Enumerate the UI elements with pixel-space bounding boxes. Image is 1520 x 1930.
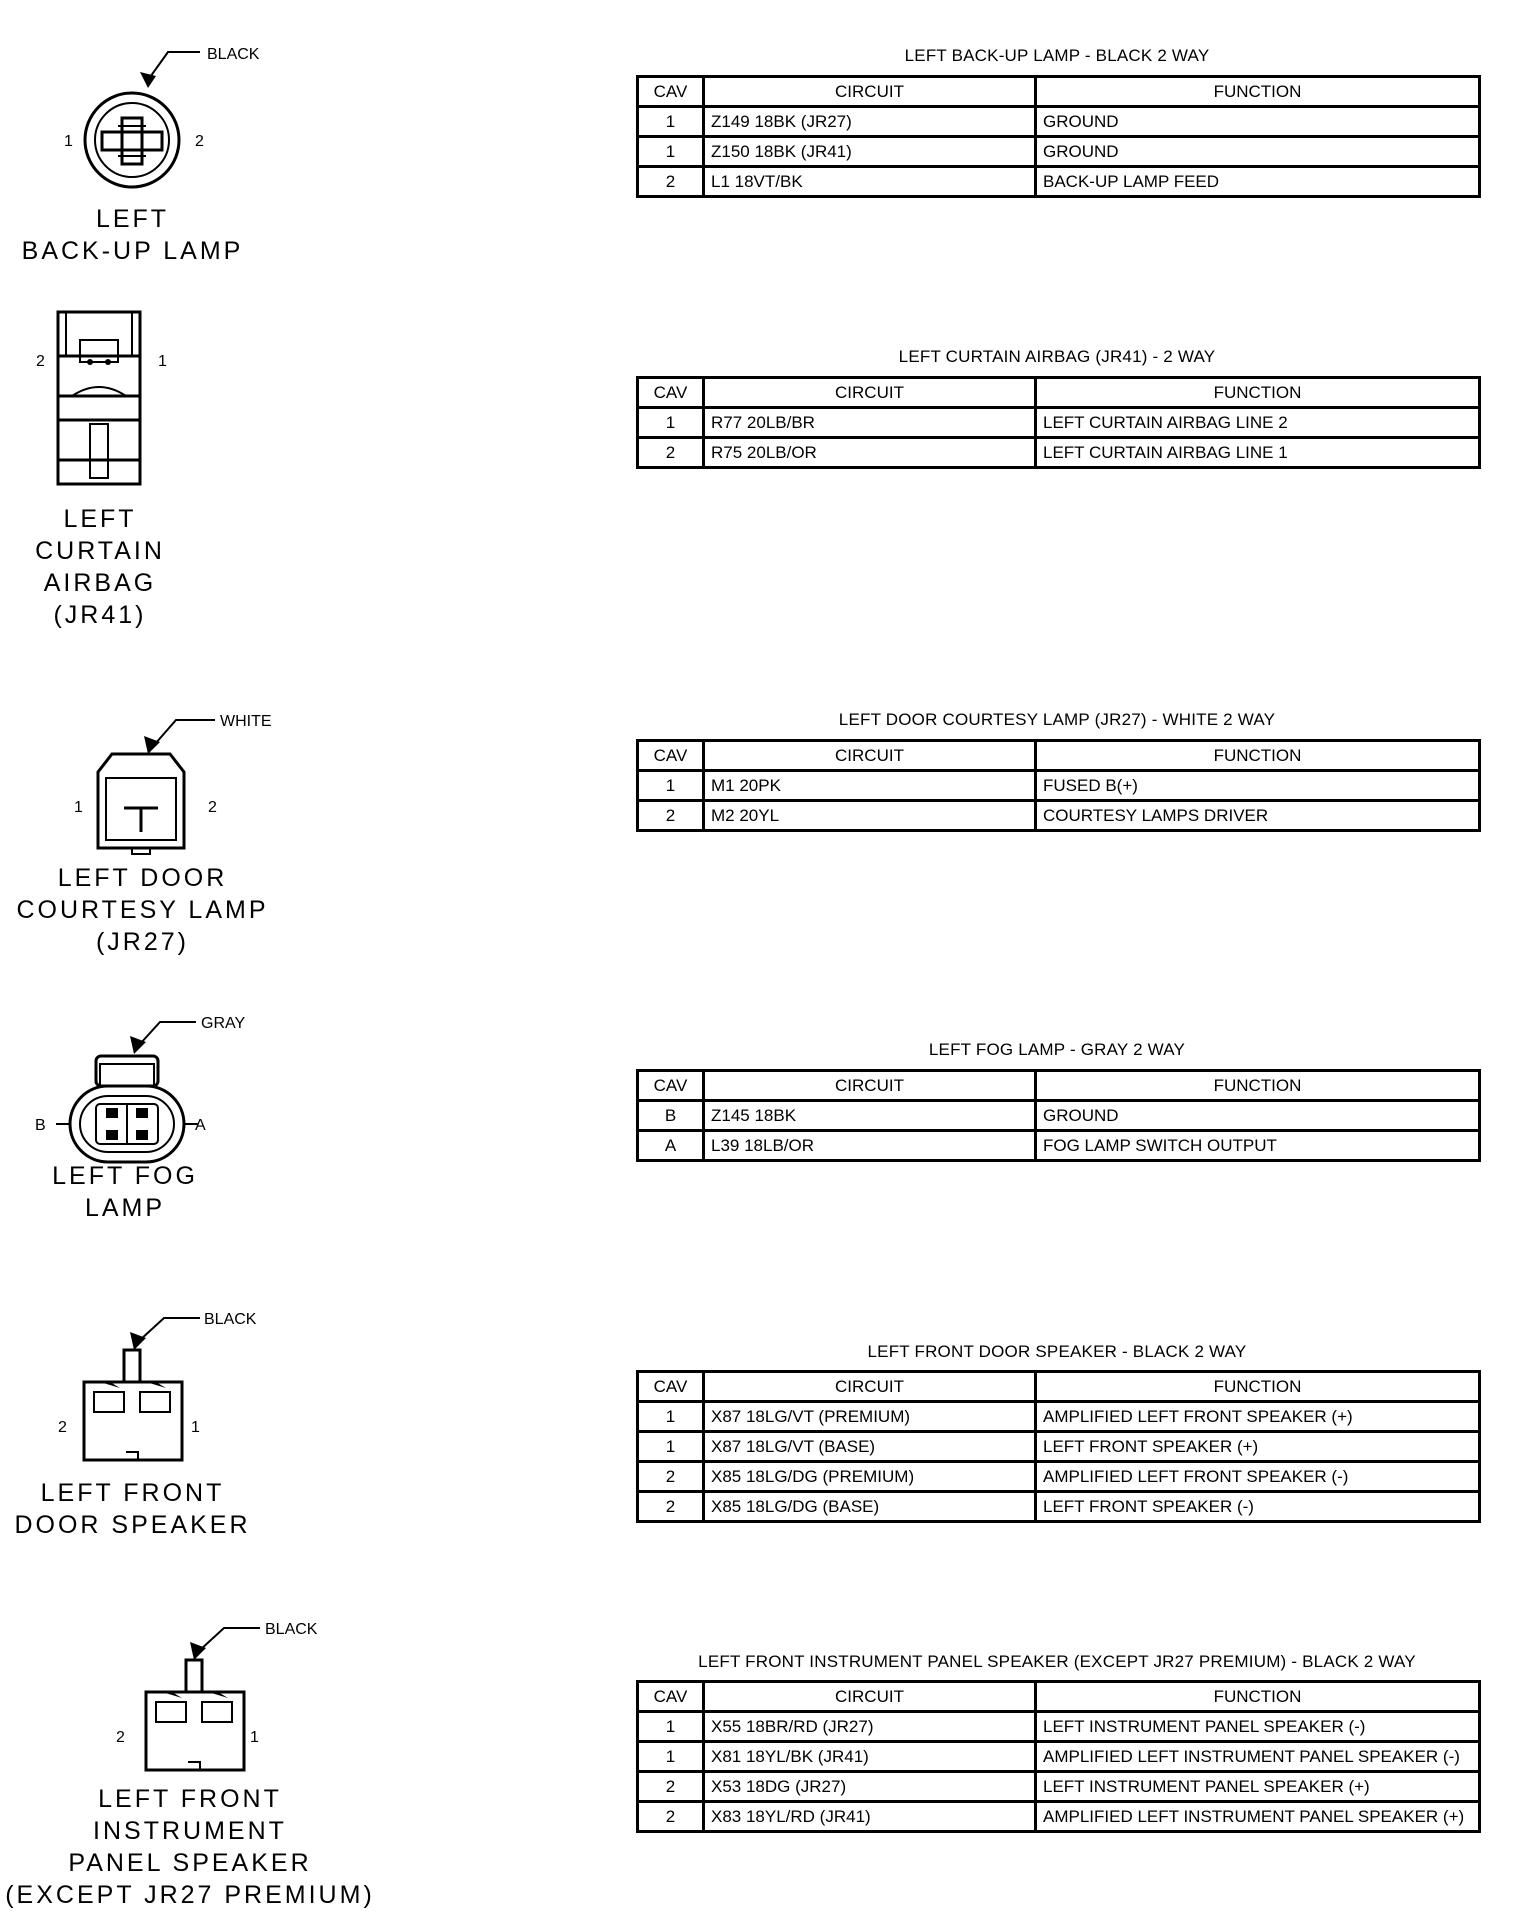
table-row — [638, 1402, 1480, 1432]
table-header-row — [638, 77, 1480, 107]
circuit-header: CIRCUIT — [704, 77, 1036, 107]
connector-name-line: (EXCEPT JR27 PREMIUM) — [5, 1881, 375, 1909]
door-speaker-connector-drawing — [0, 1300, 640, 1480]
door-speaker-table-title: LEFT FRONT DOOR SPEAKER - BLACK 2 WAY — [867, 1342, 1247, 1361]
table-row — [638, 107, 1480, 137]
circuit-cell: X87 18LG/VT (BASE) — [704, 1432, 1036, 1462]
door-speaker-connector-name — [0, 1477, 265, 1541]
ip-speaker-connector-name — [0, 1783, 380, 1911]
table-header-row — [638, 1372, 1480, 1402]
cav-cell: 2 — [638, 167, 704, 197]
fog-lamp-pinout-table — [636, 1069, 1481, 1162]
circuit-cell: X83 18YL/RD (JR41) — [704, 1802, 1036, 1832]
connector-name-line: COURTESY LAMP — [16, 896, 269, 924]
function-cell: GROUND — [1036, 137, 1480, 167]
courtesy-lamp-color-label: WHITE — [220, 713, 272, 730]
function-header: FUNCTION — [1036, 77, 1480, 107]
connector-name-line: LEFT — [63, 505, 137, 533]
fog-lamp-color-label: GRAY — [201, 1015, 246, 1032]
cav-cell: 2 — [638, 438, 704, 468]
circuit-header: CIRCUIT — [704, 1071, 1036, 1101]
door-speaker-pin-left: 2 — [58, 1419, 67, 1436]
cav-cell: A — [638, 1131, 704, 1161]
connector-name-line: BACK-UP LAMP — [21, 237, 244, 265]
curtain-airbag-pinout-table — [636, 376, 1481, 469]
table-row — [638, 408, 1480, 438]
table-row — [638, 1131, 1480, 1161]
cav-header: CAV — [638, 378, 704, 408]
connector-name-line: LEFT FRONT — [98, 1785, 282, 1813]
curtain-airbag-pin-right: 1 — [158, 353, 167, 370]
circuit-cell: M1 20PK — [704, 771, 1036, 801]
function-cell: COURTESY LAMPS DRIVER — [1036, 801, 1480, 831]
function-cell: BACK-UP LAMP FEED — [1036, 167, 1480, 197]
table-row — [638, 1712, 1480, 1742]
circuit-cell: R77 20LB/BR — [704, 408, 1036, 438]
table-row — [638, 1101, 1480, 1131]
cav-cell: 1 — [638, 107, 704, 137]
function-cell: AMPLIFIED LEFT INSTRUMENT PANEL SPEAKER (+) — [1036, 1802, 1480, 1832]
circuit-cell: Z149 18BK (JR27) — [704, 107, 1036, 137]
function-header: FUNCTION — [1036, 741, 1480, 771]
function-header: FUNCTION — [1036, 1682, 1480, 1712]
back-up-lamp-pin-right: 2 — [195, 133, 204, 150]
function-header: FUNCTION — [1036, 378, 1480, 408]
courtesy-lamp-connector-drawing — [0, 700, 640, 860]
fog-lamp-connector-drawing — [0, 1000, 640, 1180]
circuit-cell: X53 18DG (JR27) — [704, 1772, 1036, 1802]
cav-cell: B — [638, 1101, 704, 1131]
ip-speaker-color-label: BLACK — [265, 1621, 318, 1638]
circuit-cell: X81 18YL/BK (JR41) — [704, 1742, 1036, 1772]
connector-name-line: LEFT — [95, 205, 170, 233]
cav-cell: 2 — [638, 1462, 704, 1492]
ip-speaker-connector-drawing — [0, 1610, 640, 1780]
courtesy-lamp-table-title: LEFT DOOR COURTESY LAMP (JR27) - WHITE 2 WAY — [838, 710, 1276, 729]
circuit-header: CIRCUIT — [704, 741, 1036, 771]
table-header-row — [638, 378, 1480, 408]
table-row — [638, 1462, 1480, 1492]
table-header-row — [638, 1682, 1480, 1712]
cav-header: CAV — [638, 1372, 704, 1402]
cav-cell: 1 — [638, 408, 704, 438]
function-cell: LEFT CURTAIN AIRBAG LINE 1 — [1036, 438, 1480, 468]
curtain-airbag-connector-name — [0, 503, 200, 631]
courtesy-lamp-pin-right: 2 — [208, 799, 217, 816]
function-cell: FUSED B(+) — [1036, 771, 1480, 801]
table-row — [638, 137, 1480, 167]
function-cell: LEFT INSTRUMENT PANEL SPEAKER (+) — [1036, 1772, 1480, 1802]
cav-cell: 2 — [638, 1802, 704, 1832]
circuit-cell: L1 18VT/BK — [704, 167, 1036, 197]
circuit-cell: X87 18LG/VT (PREMIUM) — [704, 1402, 1036, 1432]
table-row — [638, 801, 1480, 831]
door-speaker-color-label: BLACK — [204, 1311, 257, 1328]
table-header-row — [638, 741, 1480, 771]
table-row — [638, 1802, 1480, 1832]
cav-cell: 2 — [638, 801, 704, 831]
connector-name-line: DOOR SPEAKER — [14, 1511, 251, 1539]
back-up-lamp-table-title: LEFT BACK-UP LAMP - BLACK 2 WAY — [904, 46, 1210, 65]
function-header: FUNCTION — [1036, 1071, 1480, 1101]
curtain-airbag-pin-left: 2 — [36, 353, 45, 370]
function-cell: LEFT INSTRUMENT PANEL SPEAKER (-) — [1036, 1712, 1480, 1742]
circuit-cell: R75 20LB/OR — [704, 438, 1036, 468]
table-header-row — [638, 1071, 1480, 1101]
function-cell: LEFT FRONT SPEAKER (-) — [1036, 1492, 1480, 1522]
cav-header: CAV — [638, 77, 704, 107]
courtesy-lamp-pinout-table — [636, 739, 1481, 832]
ip-speaker-pinout-table — [636, 1680, 1481, 1833]
connector-name-line: LAMP — [84, 1194, 166, 1222]
table-row — [638, 1742, 1480, 1772]
function-cell: AMPLIFIED LEFT FRONT SPEAKER (+) — [1036, 1402, 1480, 1432]
circuit-header: CIRCUIT — [704, 1682, 1036, 1712]
curtain-airbag-connector-drawing — [0, 300, 640, 500]
cav-cell: 1 — [638, 1712, 704, 1742]
fog-lamp-table-title: LEFT FOG LAMP - GRAY 2 WAY — [928, 1040, 1186, 1059]
door-speaker-pinout-table — [636, 1370, 1481, 1523]
circuit-cell: M2 20YL — [704, 801, 1036, 831]
back-up-lamp-connector-name — [0, 203, 265, 267]
connector-name-line: PANEL SPEAKER — [68, 1849, 312, 1877]
function-cell: GROUND — [1036, 1101, 1480, 1131]
cav-header: CAV — [638, 1682, 704, 1712]
circuit-cell: L39 18LB/OR — [704, 1131, 1036, 1161]
courtesy-lamp-pin-left: 1 — [74, 799, 83, 816]
back-up-lamp-pin-left: 1 — [64, 133, 73, 150]
back-up-lamp-color-label: BLACK — [207, 46, 260, 63]
connector-name-line: (JR41) — [53, 601, 147, 629]
function-cell: GROUND — [1036, 107, 1480, 137]
connector-name-line: LEFT FRONT — [40, 1479, 225, 1507]
cav-cell: 1 — [638, 1432, 704, 1462]
cav-cell: 1 — [638, 137, 704, 167]
cav-cell: 2 — [638, 1492, 704, 1522]
ip-speaker-pin-right: 1 — [250, 1729, 259, 1746]
table-row — [638, 438, 1480, 468]
connector-name-line: LEFT DOOR — [57, 864, 228, 892]
table-row — [638, 1432, 1480, 1462]
circuit-cell: X85 18LG/DG (BASE) — [704, 1492, 1036, 1522]
ip-speaker-table-title: LEFT FRONT INSTRUMENT PANEL SPEAKER (EXCEPT JR27 PREMIUM) - BLACK 2 WAY — [698, 1652, 1416, 1671]
circuit-cell: X85 18LG/DG (PREMIUM) — [704, 1462, 1036, 1492]
fog-lamp-pin-left: B — [35, 1117, 46, 1134]
circuit-cell: X55 18BR/RD (JR27) — [704, 1712, 1036, 1742]
back-up-lamp-pinout-table — [636, 75, 1481, 198]
circuit-header: CIRCUIT — [704, 378, 1036, 408]
circuit-header: CIRCUIT — [704, 1372, 1036, 1402]
circuit-cell: Z145 18BK — [704, 1101, 1036, 1131]
function-header: FUNCTION — [1036, 1372, 1480, 1402]
ip-speaker-pin-left: 2 — [116, 1729, 125, 1746]
cav-header: CAV — [638, 1071, 704, 1101]
courtesy-lamp-connector-name — [0, 862, 285, 958]
table-row — [638, 1492, 1480, 1522]
connector-name-line: CURTAIN — [35, 537, 165, 565]
cav-cell: 2 — [638, 1772, 704, 1802]
cav-header: CAV — [638, 741, 704, 771]
function-cell: LEFT FRONT SPEAKER (+) — [1036, 1432, 1480, 1462]
table-row — [638, 167, 1480, 197]
table-row — [638, 1772, 1480, 1802]
fog-lamp-pin-right: A — [195, 1117, 206, 1134]
connector-name-line: (JR27) — [95, 928, 189, 956]
cav-cell: 1 — [638, 771, 704, 801]
connector-name-line: INSTRUMENT — [93, 1817, 287, 1845]
function-cell: LEFT CURTAIN AIRBAG LINE 2 — [1036, 408, 1480, 438]
function-cell: AMPLIFIED LEFT FRONT SPEAKER (-) — [1036, 1462, 1480, 1492]
function-cell: FOG LAMP SWITCH OUTPUT — [1036, 1131, 1480, 1161]
circuit-cell: Z150 18BK (JR41) — [704, 137, 1036, 167]
door-speaker-pin-right: 1 — [191, 1419, 200, 1436]
table-row — [638, 771, 1480, 801]
fog-lamp-connector-name — [0, 1160, 250, 1224]
cav-cell: 1 — [638, 1402, 704, 1432]
connector-name-line: LEFT FOG — [52, 1162, 198, 1190]
connector-name-line: AIRBAG — [43, 569, 157, 597]
function-cell: AMPLIFIED LEFT INSTRUMENT PANEL SPEAKER (-) — [1036, 1742, 1480, 1772]
cav-cell: 1 — [638, 1742, 704, 1772]
curtain-airbag-table-title: LEFT CURTAIN AIRBAG (JR41) - 2 WAY — [898, 347, 1216, 366]
